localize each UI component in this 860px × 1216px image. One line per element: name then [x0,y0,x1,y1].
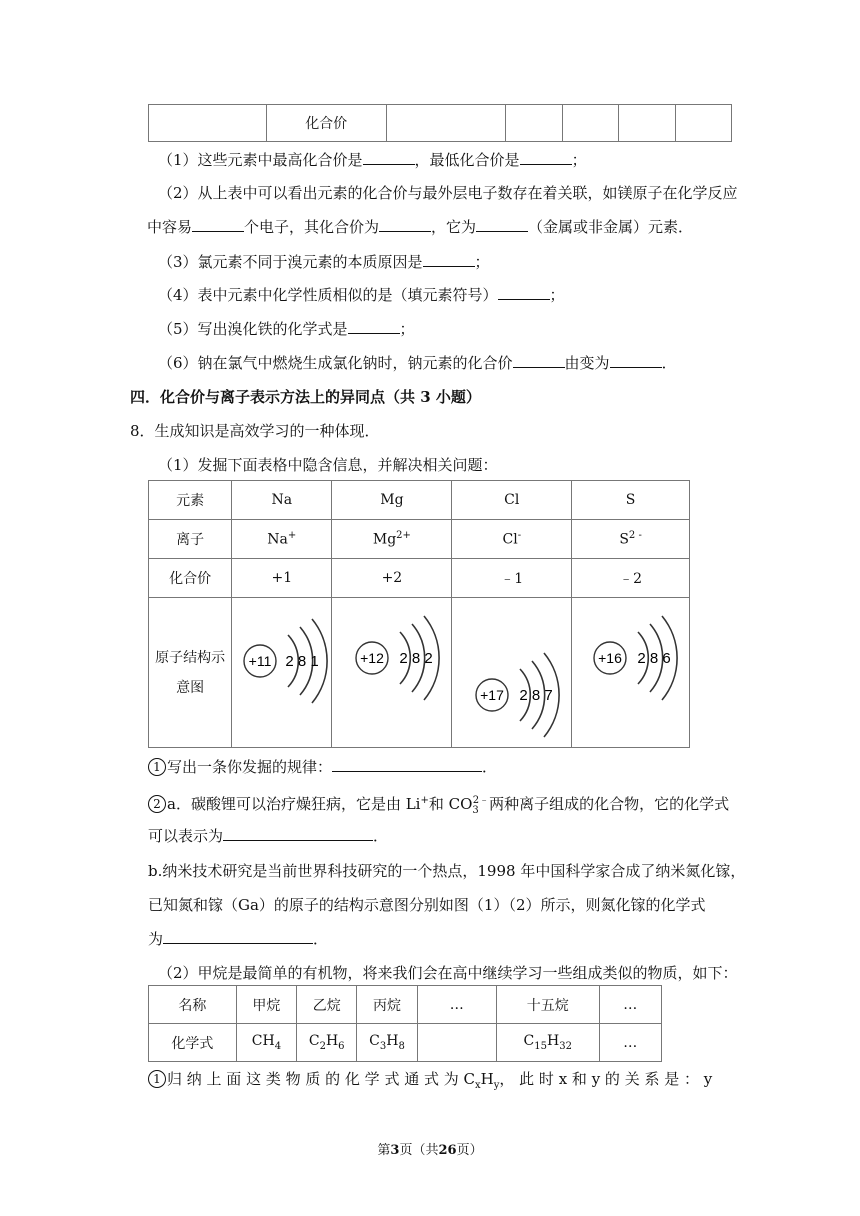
row-header: 化合价 [149,559,232,598]
ion-cell: $Mg^{2+}$ [332,520,452,559]
table-cell [562,105,618,142]
table-cell [386,105,506,142]
valence-cell: +1 [232,559,332,598]
shell-label: 2 8 6 [637,650,671,667]
formula-cell [417,1024,496,1062]
alkane-name: … [599,986,661,1024]
valence-cell: +2 [332,559,452,598]
table-cell [675,105,731,142]
q8-c1: 1 写出一条你发掘的规律： ． [148,757,497,777]
table-cell [619,105,675,142]
q7-part2: （2）从上表中可以看出元素的化合价与最外层电子数存在着关联，如镁原子在化学反应 [158,184,738,202]
q8-b3: 为 ． [148,930,329,948]
formula-cell: $C_3H_8$ [357,1024,417,1062]
q7-part1: （1）这些元素中最高化合价是 ，最低化合价是 ； [158,151,587,169]
element-cell: Mg [332,481,452,520]
row-header: 原子结构示意图 [149,598,232,748]
q8-sub1: （1）发掘下面表格中隐含信息，并解决相关问题： [158,456,498,474]
q8-sub2: （2）甲烷是最简单的有机物，将来我们会在高中继续学习一些组成类似的物质，如下： [158,964,738,982]
shell-label: 2 8 2 [399,650,434,667]
row-header: 元素 [149,481,232,520]
valence-cell: ﹣2 [572,559,690,598]
q8-intro: 8．生成知识是高效学习的一种体现． [130,422,380,440]
q7-part2-cont: 中容易 个电子，其化合价为 ，它为 （金属或非金属）元素． [147,218,694,236]
diagram-cell [332,598,452,748]
formula-cell: $CH_4$ [236,1024,296,1062]
alkane-name: 丙烷 [357,986,417,1024]
alkane-table [148,985,662,1062]
table-cell [506,105,562,142]
alkane-name: 甲烷 [236,986,296,1024]
element-cell: S [572,481,690,520]
alkane-name: 乙烷 [297,986,357,1024]
q8-b1: b.纳米技术研究是当前世界科技研究的一个热点，1998 年中国科学家合成了纳米氮化镓， [148,862,746,880]
page-footer: 第3页（共26页） [377,1143,483,1158]
atom-diagram-mg [332,598,450,746]
formula-cell: … [599,1024,661,1062]
alkane-name: 名称 [149,986,237,1024]
nucleus-label: +12 [360,650,385,666]
ion-cell: $S^{2 -}$ [572,520,690,559]
table-cell [149,105,267,142]
valence-table-top [148,104,732,142]
element-cell: Na [232,481,332,520]
atom-diagram-s [572,598,688,746]
q8-b2: 已知氮和镓（Ga）的原子的结构示意图分别如图（1）（2）所示，则氮化镓的化学式 [148,896,706,914]
shell-label: 2 8 7 [519,687,554,704]
formula-cell: $C_{15}H_{32}$ [496,1024,599,1062]
diagram-cell [452,598,572,748]
ion-table [148,480,690,748]
atom-diagram-cl [452,598,570,746]
q7-part5: （5）写出溴化铁的化学式是 ； [158,320,415,338]
q7-part6: （6）钠在氯气中燃烧生成氯化钠时，钠元素的化合价 由变为 ． [158,354,677,372]
q8-c2a-cont: 可以表示为 ． [148,827,389,845]
shell-label: 2 8 1 [285,653,319,670]
table-cell-label: 化合价 [266,105,386,142]
nucleus-label: +11 [248,653,272,669]
diagram-cell [572,598,690,748]
section-heading: 四．化合价与离子表示方法上的异同点（共 3 小题） [130,388,481,406]
q8-last: 1 归 纳 上 面 这 类 物 质 的 化 学 式 通 式 为 $C_xH_y$， 此 时 x 和 y 的 关 系 是 ： y [148,1069,712,1096]
diagram-cell [232,598,332,748]
ion-cell: Na+ [232,520,332,559]
q7-part4: （4）表中元素中化学性质相似的是（填元素符号） ； [158,286,565,304]
formula-label: 化学式 [149,1024,237,1062]
atom-diagram-na [232,598,330,746]
alkane-name: 十五烷 [496,986,599,1024]
ion-cell: Cl- [452,520,572,559]
q7-part3: （3）氯元素不同于溴元素的本质原因是 ； [158,253,490,271]
alkane-name: … [417,986,496,1024]
nucleus-label: +16 [598,650,623,666]
element-cell: Cl [452,481,572,520]
nucleus-label: +17 [480,687,505,703]
formula-cell: $C_2H_6$ [297,1024,357,1062]
valence-cell: ﹣1 [452,559,572,598]
row-header: 离子 [149,520,232,559]
q8-c2a: 2 a．碳酸锂可以治疗燥狂病，它是由 Li+和 $CO_3^{2﹣}$两种离子组成的化合物，它的化学式 [148,791,729,821]
